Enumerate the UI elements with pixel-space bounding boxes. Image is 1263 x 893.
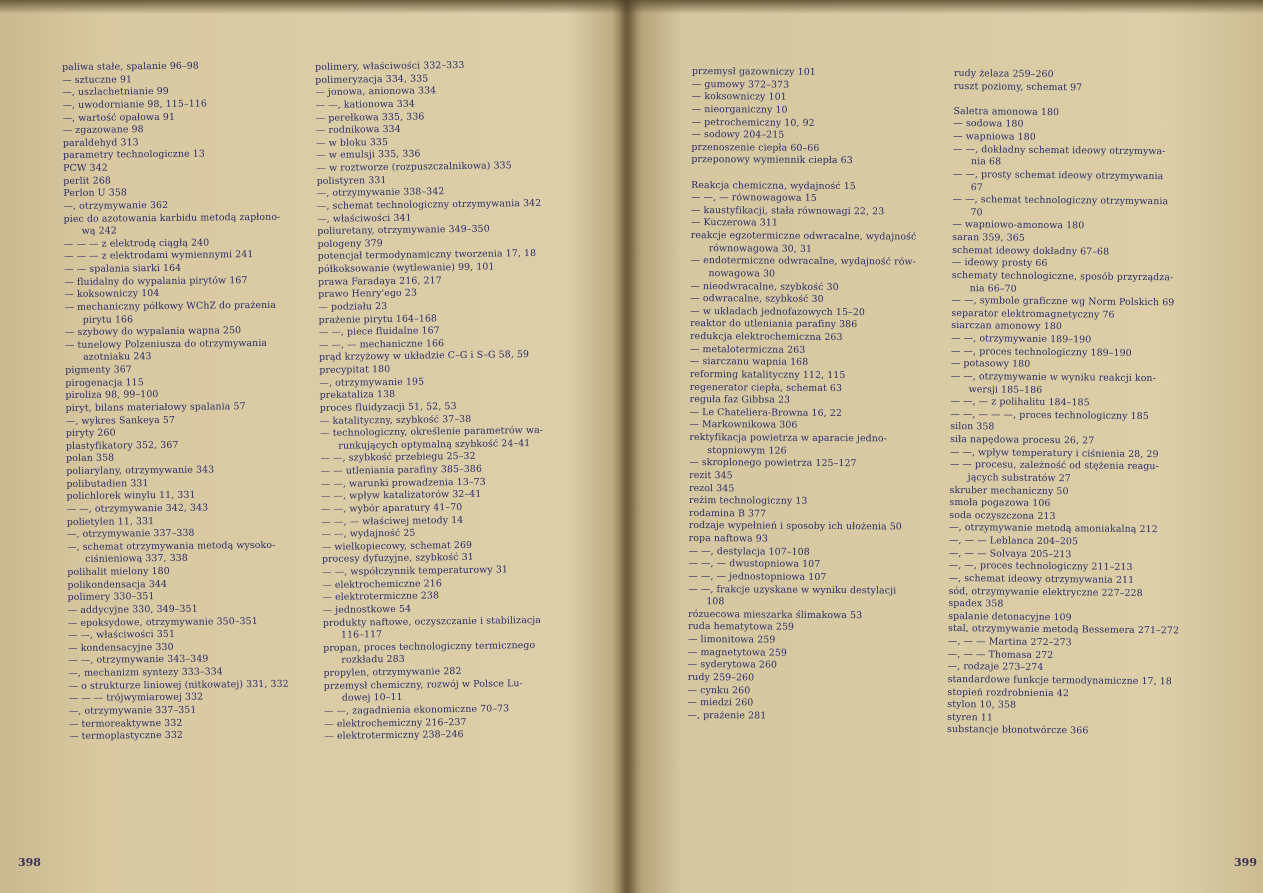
index-entry: —, — — Martina 272–273	[947, 636, 1072, 649]
index-entry: redukcja elektrochemiczna 263	[690, 331, 843, 344]
left-index-column-1	[62, 59, 317, 743]
index-entry: — sztuczne 91	[62, 73, 133, 86]
index-entry: poliarylany, otrzymywanie 343	[66, 464, 215, 477]
index-entry: prekataliza 138	[319, 389, 396, 402]
index-entry: — perełkowa 335, 336	[315, 110, 425, 124]
index-entry-continuation: równowagowa 30, 31	[708, 242, 813, 255]
index-entry: —, otrzymywanie 337–338	[66, 527, 195, 541]
index-entry-continuation: dowej 10–11	[341, 692, 403, 704]
index-entry: — — — trójwymiarowej 332	[68, 691, 204, 705]
index-entry: precypitat 180	[319, 363, 391, 376]
index-entry: — sodowy 204–215	[691, 129, 785, 141]
index-entry: stal, otrzymywanie metodą Bessemera 271–272	[948, 623, 1180, 637]
index-entry: —, mechanizm syntezy 333–334	[68, 666, 223, 679]
index-entry: półkoksowanie (wytlewanie) 99, 101	[317, 261, 495, 275]
index-entry: polibutadien 331	[66, 477, 149, 490]
index-entry-continuation: runkujących optymalną szybkość 24–41	[338, 437, 531, 452]
index-entry: piryt, bilans materiałowy spalania 57	[65, 400, 246, 414]
index-entry: — elektrochemiczny 216–237	[324, 716, 467, 730]
index-entry: —, właściwości 341	[317, 212, 412, 225]
index-entry: piroliza 98, 99–100	[65, 389, 159, 402]
index-entry: polimeryzacja 334, 335	[315, 73, 429, 86]
index-entry: — —, wybór aparatury 41–70	[321, 501, 463, 515]
index-entry: — wapniowa 180	[953, 131, 1036, 143]
index-entry: — w emulsji 335, 336	[316, 148, 421, 162]
index-entry: rektyfikacja powietrza w aparacie jedno-	[689, 432, 888, 445]
index-entry: — —, kationowa 334	[315, 98, 416, 111]
index-entry: —, uwodornianie 98, 115–116	[62, 98, 207, 111]
index-entry: — — procesu, zależność od stężenia reagu-	[949, 459, 1159, 473]
index-entry: ruda hematytowa 259	[688, 621, 795, 634]
index-entry: plastyfikatory 352, 367	[65, 439, 179, 452]
index-entry: — katalityczny, szybkość 37–38	[319, 413, 472, 427]
index-entry: — technologiczny, określenie parametrów wa-	[320, 424, 544, 440]
index-entry: reakcje egzotermiczne odwracalne, wydajność	[690, 230, 917, 243]
index-entry: — —, frakcje uzyskane w wyniku destylacji	[688, 583, 897, 597]
index-entry: — rodnikowa 334	[315, 123, 401, 137]
index-entry: propylen, otrzymywanie 282	[323, 666, 462, 679]
index-entry: — metalotermiczna 263	[689, 343, 806, 356]
index-entry-continuation: 70	[970, 207, 983, 219]
index-entry: — —, proces technologiczny 189–190	[950, 345, 1132, 359]
index-entry: schematy technologiczne, sposób przyrządza-	[951, 269, 1174, 284]
right-index-column-1	[687, 66, 957, 724]
index-entry: — nieodwracalne, szybkość 30	[690, 280, 839, 293]
index-entry: — termoplastyczne 332	[69, 729, 184, 743]
index-entry: — cynku 260	[687, 684, 751, 697]
index-entry: reforming katalityczny 112, 115	[689, 368, 846, 382]
index-entry: — —, wydajność 25	[321, 527, 416, 541]
index-entry: — — utleniania parafiny 385–386	[320, 463, 483, 477]
index-entry: — —, zagadnienia ekonomiczne 70–73	[323, 703, 510, 717]
index-entry: — —, współczynnik temperaturowy 31	[322, 564, 509, 578]
index-entry: — —, szybkość przebiegu 25–32	[320, 451, 476, 465]
index-entry: —, wartość opałowa 91	[62, 111, 176, 124]
index-entry: — odwracalne, szybkość 30	[690, 293, 824, 306]
index-entry: — magnetytowa 259	[687, 646, 788, 659]
index-entry: rodamina B 377	[688, 507, 767, 520]
index-entry: —, otrzymywanie 338–342	[316, 186, 445, 200]
index-entry: — koksowniczy 101	[691, 91, 787, 103]
index-entry: —, otrzymywanie metodą amoniakalną 212	[949, 522, 1158, 536]
index-entry: — —, dokładny schemat ideowy otrzymywa-	[953, 143, 1166, 157]
index-entry: prąd krzyżowy w układzie C–G i S–G 58, 59	[319, 349, 530, 364]
index-entry: — —, właściwości 351	[67, 628, 176, 642]
index-entry: schemat ideowy dokładny 67–68	[952, 244, 1110, 258]
index-entry: — —, otrzymywanie 189–190	[951, 333, 1092, 346]
index-entry: —, — — Thomasa 272	[947, 648, 1054, 661]
index-entry: —, otrzymywanie 195	[319, 376, 425, 389]
index-entry: — skroplonego powietrza 125–127	[689, 457, 857, 470]
index-entry: rezit 345	[689, 469, 733, 482]
index-entry: — jednostkowe 54	[322, 603, 412, 616]
index-entry: — gumowy 372–373	[691, 78, 790, 91]
index-entry-continuation: ciśnieniową 337, 338	[85, 553, 188, 566]
index-entry: rudy żelaza 259–260	[953, 68, 1054, 81]
index-entry: saran 359, 365	[952, 232, 1025, 244]
left-page	[0, 0, 622, 893]
index-entry: proces fluidyzacji 51, 52, 53	[319, 400, 457, 414]
index-entry: smoła pogazowa 106	[949, 497, 1051, 510]
index-entry: — w bloku 335	[316, 136, 389, 149]
index-entry: — o strukturze liniowej (nitkowatej) 331, 332	[68, 678, 289, 692]
index-entry: — — spalania siarki 164	[64, 262, 182, 275]
index-entry: — podziału 23	[318, 300, 388, 313]
index-entry: polistyren 331	[316, 174, 387, 187]
index-entry: — — — z elektrodą ciągłą 240	[63, 237, 210, 250]
index-entry: procesy dyfuzyjne, szybkość 31	[321, 552, 474, 566]
index-entry: —, — — Solvaya 205–213	[948, 547, 1072, 560]
index-entry: — —, wpływ katalizatorów 32–41	[320, 488, 482, 503]
index-entry: propan, proces technologiczny termicznego	[323, 639, 536, 654]
index-entry: — koksowniczy 104	[64, 288, 160, 301]
index-entry: —, schemat technologiczny otrzymywania 342	[316, 197, 542, 212]
index-entry: — nieorganiczny 10	[691, 103, 788, 116]
index-entry-continuation: 67	[970, 181, 983, 193]
index-entry: —, schemat ideowy otrzymywania 211	[948, 572, 1135, 586]
index-entry: stopień rozdrobnienia 42	[947, 686, 1070, 699]
index-entry: siła napędowa procesu 26, 27	[950, 434, 1095, 447]
index-entry: spadex 358	[948, 598, 1004, 610]
index-entry-continuation: stopniowym 126	[707, 444, 787, 457]
index-entry: — w układach jednofazowych 15–20	[690, 305, 866, 319]
index-entry: polimery 330–351	[67, 591, 155, 604]
right-page-number: 399	[1234, 856, 1257, 869]
index-entry: polan 358	[66, 452, 115, 465]
index-entry: piryty 260	[65, 427, 116, 440]
index-entry: —, wykres Sankeya 57	[65, 414, 176, 427]
index-entry: — tunelowy Polzeniusza do otrzymywania	[64, 337, 268, 351]
index-entry: — —, piece fluidalne 167	[318, 325, 440, 339]
index-entry: pirogenacja 115	[65, 376, 144, 389]
index-entry: PCW 342	[63, 162, 108, 174]
index-entry: piec do azotowania karbidu metodą zapłono-	[63, 211, 281, 225]
index-entry: rudy 259–260	[687, 671, 755, 684]
left-index-column-2	[315, 58, 584, 743]
index-entry: substancje błonotwórcze 366	[947, 724, 1089, 737]
index-entry: przeponowy wymiennik ciepła 63	[691, 154, 853, 167]
index-entry: pigmenty 367	[65, 364, 132, 376]
index-entry: — —, wpływ temperatury i ciśnienia 28, 29	[949, 446, 1159, 460]
index-entry: — —, otrzymywanie 343–349	[68, 653, 209, 667]
index-entry: — —, — mechaniczne 166	[318, 337, 445, 351]
index-entry-continuation: pirytu 166	[82, 313, 134, 326]
index-entry: soda oczyszczona 213	[949, 509, 1056, 522]
index-entry: Perlon U 358	[63, 187, 127, 200]
index-entry: polimery, właściwości 332–333	[315, 59, 465, 73]
index-entry-continuation: nia 68	[970, 156, 1002, 168]
index-entry: — Le Chateliera-Browna 16, 22	[689, 406, 842, 419]
index-entry: — —, — z polihalitu 184–185	[950, 396, 1090, 409]
index-entry: rodzaje wypełnień i sposoby ich ułożenia 50	[688, 520, 902, 533]
index-entry: reaktor do utleniania parafiny 386	[690, 318, 858, 331]
index-entry: —, —, proces technologiczny 211–213	[948, 560, 1133, 574]
index-entry: — —, symbole graficzne wg Norm Polskich 69	[951, 295, 1175, 309]
index-entry: stylon 10, 358	[947, 699, 1017, 711]
index-entry: — Kuczerowa 311	[690, 217, 778, 230]
index-entry: polichlorek winylu 11, 331	[66, 489, 196, 503]
index-entry: — Markownikowa 306	[689, 419, 798, 432]
index-entry: prawa Faradaya 216, 217	[317, 274, 442, 288]
index-entry: — kondensacyjne 330	[68, 641, 174, 654]
index-entry: — — — z elektrodami wymiennymi 241	[63, 249, 254, 263]
index-entry: — —, schemat technologiczny otrzymywania	[952, 194, 1169, 208]
index-entry: styren 11	[947, 711, 994, 724]
index-entry: — kaustyfikacji, stała równowagi 22, 23	[690, 204, 885, 218]
right-index-column-2	[947, 68, 1214, 740]
index-entry: reguła faz Gibbsa 23	[689, 394, 791, 406]
index-entry: produkty naftowe, oczyszczanie i stabilizacja	[322, 614, 541, 629]
index-entry: — wielkopiecowy, schemat 269	[321, 539, 473, 553]
index-entry: perlit 268	[63, 175, 111, 187]
index-entry: regenerator ciepła, schemat 63	[689, 381, 843, 394]
index-entry: — —, warunki prowadzenia 13–73	[320, 476, 486, 490]
index-entry: — zgazowane 98	[62, 124, 144, 137]
index-entry: — jonowa, anionowa 334	[315, 85, 437, 99]
index-entry: — —, otrzymywanie w wyniku reakcji kon-	[950, 370, 1156, 385]
index-entry: — —, — właściwej metody 14	[321, 514, 464, 528]
index-entry: —, — — Leblanca 204–205	[948, 535, 1079, 548]
index-entry: polihalit mielony 180	[67, 565, 170, 578]
index-entry: — petrochemiczny 10, 92	[691, 116, 815, 129]
index-entry: reżim technologiczny 13	[688, 495, 808, 508]
index-entry: — limonitowa 259	[687, 634, 776, 646]
index-entry: rezol 345	[689, 482, 735, 494]
index-entry: skruber mechaniczny 50	[949, 484, 1069, 497]
index-entry: —, uszlachetnianie 99	[62, 86, 169, 99]
index-entry: poliuretany, otrzymywanie 349–350	[317, 223, 490, 238]
index-entry-continuation: wą 242	[81, 225, 117, 237]
index-entry: polietylen 11, 331	[66, 515, 155, 528]
index-entry-continuation: jących substratów 27	[967, 472, 1071, 485]
index-entry: — miedzi 260	[687, 697, 754, 709]
index-entry: przemysł gazowniczy 101	[691, 66, 816, 78]
index-entry-continuation: nia 66–70	[969, 282, 1017, 295]
index-entry: — sodowa 180	[953, 118, 1024, 131]
index-entry: — wapniowo-amonowa 180	[952, 219, 1085, 232]
index-entry: — —, — dwustopniowa 107	[688, 558, 821, 571]
index-entry: przemysł chemiczny, rozwój w Polsce Lu-	[323, 677, 523, 692]
index-entry: ropa naftowa 93	[688, 533, 768, 545]
index-entry: — epoksydowe, otrzymywanie 350–351	[67, 615, 258, 629]
index-entry: — —, otrzymywanie 342, 343	[66, 502, 209, 515]
index-entry: parametry technologiczne 13	[62, 148, 205, 162]
index-entry: — —, — jednostopniowa 107	[688, 570, 827, 583]
index-entry-continuation: azotniaku 243	[83, 351, 152, 364]
index-entry: — potasowy 180	[950, 358, 1031, 371]
index-entry: — elektrochemiczne 216	[322, 577, 442, 591]
index-entry: — elektrotermiczne 238	[322, 590, 440, 604]
index-entry: prawo Henry'ego 23	[318, 287, 418, 301]
index-entry: — —, prosty schemat ideowy otrzymywania	[952, 168, 1164, 183]
index-entry: rózuecowa mieszarka ślimakowa 53	[688, 608, 863, 622]
index-entry-continuation: nowagowa 30	[708, 268, 776, 280]
right-page	[634, 0, 1263, 893]
index-entry: silon 358	[950, 421, 995, 433]
index-entry: potencjał termodynamiczny tworzenia 17, 18	[317, 248, 537, 263]
index-entry-continuation: rozkładu 283	[341, 654, 405, 667]
index-entry: prażenie pirytu 164–168	[318, 312, 438, 326]
index-entry: — termoreaktywne 332	[68, 717, 183, 730]
index-entry: paraldehyd 313	[62, 136, 139, 149]
index-entry: polikondensacja 344	[67, 578, 168, 591]
index-entry: paliwa stałe, spalanie 96–98	[62, 60, 199, 73]
index-entry: — w roztworze (rozpuszczalnikowa) 335	[316, 160, 512, 174]
index-entry: — szybowy do wypalania wapna 250	[64, 325, 242, 339]
index-entry: — mechaniczny półkowy WChZ do prażenia	[64, 299, 277, 313]
index-entry: — endotermiczne odwracalne, wydajność rów-	[690, 255, 916, 268]
left-page-number: 398	[18, 856, 41, 869]
index-entry: pologeny 379	[317, 237, 383, 250]
index-entry: Saletra amonowa 180	[953, 105, 1060, 118]
index-entry: przenoszenie ciepła 60–66	[691, 141, 820, 154]
index-entry: ruszt poziomy, schemat 97	[953, 80, 1083, 93]
index-entry: standardowe funkcje termodynamiczne 17, 18	[947, 673, 1172, 688]
index-entry: — —, — równowagowa 15	[691, 192, 817, 205]
index-entry: — elektrotermiczny 238–246	[324, 729, 464, 743]
index-entry: —, otrzymywanie 337–351	[68, 704, 197, 717]
index-entry: —, otrzymywanie 362	[63, 199, 169, 212]
index-entry: —, schemat otrzymywania metodą wysoko-	[67, 539, 276, 553]
index-entry: Reakcja chemiczna, wydajność 15	[691, 179, 856, 192]
index-entry: —, rodzaje 273–274	[947, 661, 1044, 674]
index-entry: — ideowy prosty 66	[951, 257, 1048, 270]
index-entry: separator elektromagnetyczny 76	[951, 307, 1115, 321]
index-entry-continuation: 108	[706, 596, 725, 608]
index-entry-continuation: wersji 185–186	[968, 383, 1043, 396]
index-entry: — —, destylacja 107–108	[688, 545, 810, 558]
index-entry: —, prażenie 281	[687, 709, 767, 722]
index-entry: — siarczanu wapnia 168	[689, 356, 809, 369]
index-entry: spalanie detonacyjne 109	[948, 610, 1072, 624]
index-entry: siarczan amonowy 180	[951, 320, 1063, 333]
index-entry: — syderytowa 260	[687, 659, 778, 671]
index-entry: — fluidalny do wypalania pirytów 167	[64, 274, 248, 288]
index-entry-continuation: 116–117	[340, 629, 383, 641]
index-entry: — addycyjne 330, 349–351	[67, 603, 198, 616]
index-entry: — —, — — —, proces technologiczny 185	[950, 408, 1149, 422]
index-entry: sód, otrzymywanie elektryczne 227–228	[948, 585, 1143, 599]
